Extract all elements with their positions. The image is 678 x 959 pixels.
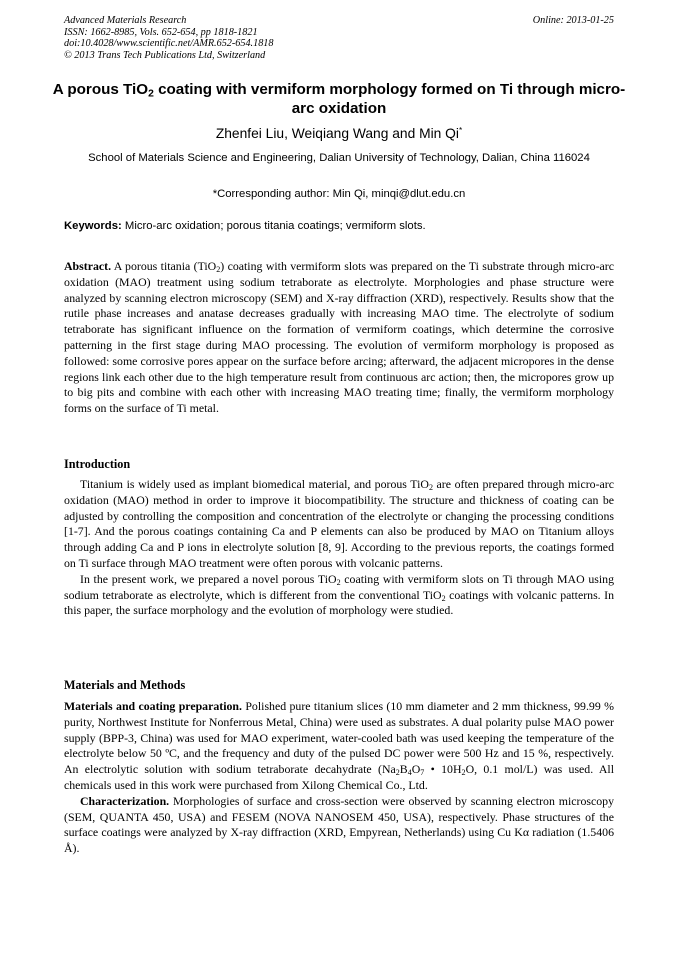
keywords-label: Keywords:	[64, 220, 122, 232]
issn-line: ISSN: 1662-8985, Vols. 652-654, pp 1818-1821	[64, 26, 258, 38]
subsection-label: Materials and coating preparation.	[64, 699, 242, 713]
journal-header	[64, 15, 273, 61]
methods-body	[64, 699, 614, 857]
copyright-line: © 2013 Trans Tech Publications Ltd, Switzerland	[64, 49, 266, 61]
journal-name: Advanced Materials Research	[64, 15, 187, 26]
doi-line: doi:10.4028/www.scientific.net/AMR.652-654.1818	[64, 38, 274, 49]
introduction-heading: Introduction	[64, 457, 131, 471]
methods-paragraph: Materials and coating preparation. Polished pure titanium slices (10 mm diameter and 2 mm thickness, 99.99 % purity, Northwest Institute for Nonferrous Metal, China) were used as substrates. A dual polarity pulse MAO power supply (BPP-3, China) was used for MAO experiment, water-cooled bath was used keeping the temperature of the electrolyte below 50 ºC, and the frequency and duty of the pulsed DC power were 500 Hz and 15 %, respectively. An electrolytic solution with sodium tetraborate decahydrate ($Na_2B_4O_7$ • $10H_2O$, 0.1 mol/L) was used. All chemicals used in this work were purchased from Xilong Chemical Co., Ltd.	[64, 699, 614, 792]
introduction-paragraph: Titanium is widely used as implant biomedical material, and porous TiO$_2$ are often prepared through micro-arc oxidation (MAO) method in order to improve it biocompatibility. The structure and thickness of coating can be adjusted by controlling the composition and concentration of the electrolyte or changing the processing conditions [1-7]. And the porous coatings containing Ca and P elements can also be produced by MAO on Titanium alloys through adding Ca and P ions in electrolyte solution [8, 9]. According to the previous reports, the coatings formed on Ti surface through MAO treatment were often porous with volcanic patterns.	[64, 477, 614, 570]
abstract: Abstract. A porous titania (TiO$_2$) coating with vermiform slots was prepared on the Ti substrate through micro-arc oxidation (MAO) treatment using sodium tetraborate as electrolyte. Morphologies and phase structure were analyzed by scanning electron microscopy (SEM) and X-ray diffraction (XRD), respectively. Results show that the rutile phase increases and anatase decreases gradually with increasing MAO time. The electrolyte of sodium tetraborate has significant influence on the formation of vermiform coatings, which determine the corrosive patterning in the first stage during MAO processing. The evolution of vermiform morphology is proposed as followed: some corrosive pores appear on the surface before arcing; afterward, the adjacent micropores in the dense regions link each other due to the high temperature result from continuous arc action; then, the micropores grow up to big pits and combine with each other with increasing MAO treating time; finally, the vermiform morphology forms on the surface of Ti metal.	[64, 259, 614, 416]
introduction-paragraph: In the present work, we prepared a novel porous TiO$_2$ coating with vermiform slots on Ti through MAO using sodium tetraborate as electrolyte, which is different from the conventional TiO$_2$ coatings with volcanic patterns. In this paper, the surface morphology and the evolution of morphology were studied.	[64, 571, 614, 618]
subsection-label: Characterization.	[80, 793, 170, 808]
corresponding-mark: *	[458, 126, 463, 136]
keywords-text: Micro-arc oxidation; porous titania coatings; vermiform slots.	[121, 220, 426, 232]
author-names: Zhenfei Liu, Weiqiang Wang and Min Qi	[215, 126, 459, 141]
keywords	[64, 220, 624, 232]
paper-title: A porous TiO$_2$ coating with vermiform morphology formed on Ti through micro-arc oxidation	[52, 81, 626, 117]
methods-heading: Materials and Methods	[64, 678, 186, 692]
abstract-label: Abstract.	[64, 259, 112, 273]
introduction-body	[64, 477, 614, 619]
online-date: Online: 2013-01-25	[532, 15, 614, 26]
methods-paragraph: Characterization. Morphologies of surface and cross-section were observed by scanning electron microscopy (SEM, QUANTA 450, USA) and FESEM (NOVA NANOSEM 450, USA), respectively. Phase structures of the surface coatings were analyzed by X-ray diffraction (XRD, Empyrean, Netherlands) using Cu Kα radiation (1.5406 Å).	[64, 793, 614, 856]
corresponding-author: *Corresponding author: Min Qi, minqi@dlut.edu.cn	[212, 188, 466, 200]
affiliation: School of Materials Science and Engineering, Dalian University of Technology, Dalian, China 116024	[88, 152, 590, 164]
authors	[0, 126, 678, 141]
